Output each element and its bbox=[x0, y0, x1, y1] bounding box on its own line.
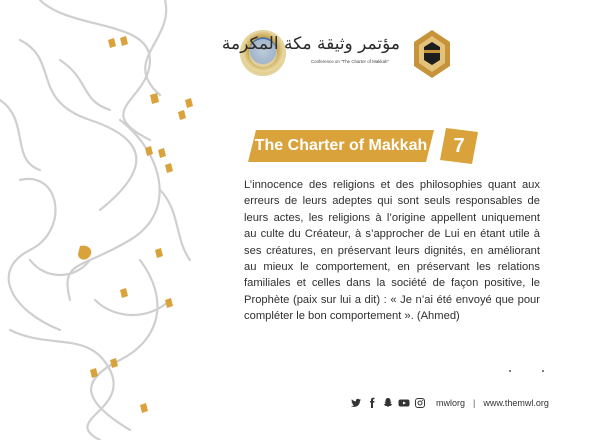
website-link[interactable]: www.themwl.org bbox=[483, 398, 549, 408]
article-text: L’innocence des religions et des philosophies quant aux erreurs de leurs adeptes qui sont seuls responsables de leurs actes, les religions à l’origine appellent uniquement au culte du Créateur, à s’approcher de Lui en étant utile à ses créatures, en préservant leurs dignités, en améliorant au mieux le comportement, en préservant les relations familiales et celles dans la société de façon positive, le Prophète (paix sur lui a dit) : « Je n’ai été envoyé que pour compléter le bon comportement ». (Ahmed) bbox=[244, 179, 540, 323]
snapchat-icon[interactable] bbox=[382, 397, 394, 409]
kaaba-emblem-icon bbox=[410, 28, 454, 80]
conference-arabic-title: مؤتمر وثيقة مكة المكرمة bbox=[221, 34, 400, 54]
title-banner bbox=[244, 130, 494, 164]
social-handle[interactable]: mwlorg bbox=[436, 398, 466, 408]
decorative-dots bbox=[507, 368, 547, 374]
conference-logo bbox=[221, 32, 400, 74]
footer-separator: | bbox=[473, 398, 476, 408]
calligraphy-decoration bbox=[0, 0, 200, 440]
conference-english-title: Conference on "The Charter of Makkah" bbox=[310, 59, 390, 64]
header-logos bbox=[221, 22, 560, 84]
twitter-icon[interactable] bbox=[350, 397, 362, 409]
page-title: The Charter of Makkah bbox=[254, 137, 428, 154]
article-number: 7 bbox=[453, 135, 465, 157]
facebook-icon[interactable] bbox=[366, 397, 378, 409]
instagram-icon[interactable] bbox=[414, 397, 426, 409]
footer-social bbox=[350, 393, 560, 413]
youtube-icon[interactable] bbox=[398, 397, 410, 409]
